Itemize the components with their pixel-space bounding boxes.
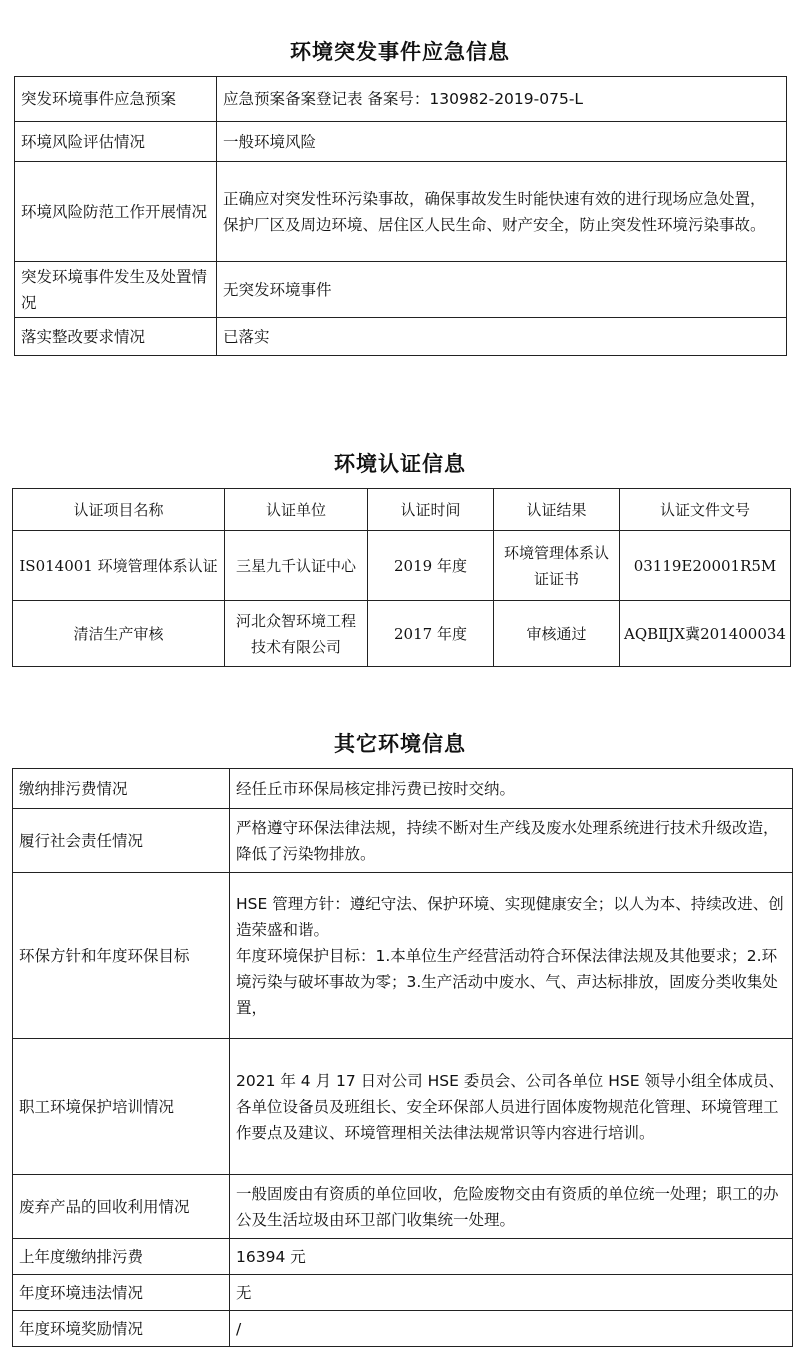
- table-row: [15, 122, 787, 162]
- header-cell: 认证文件文号: [620, 489, 791, 531]
- certification-table: [12, 488, 791, 667]
- row-label: 年度环境违法情况: [13, 1275, 230, 1311]
- table-row: [13, 531, 791, 601]
- section-title-emergency: 环境突发事件应急信息: [290, 40, 510, 64]
- table-cell: 三星九千认证中心: [225, 531, 368, 601]
- header-cell: 认证项目名称: [13, 489, 225, 531]
- table-row: [13, 809, 793, 873]
- row-label: 环境风险评估情况: [15, 122, 217, 162]
- row-label: 履行社会责任情况: [13, 809, 230, 873]
- table-cell: 审核通过: [494, 601, 620, 667]
- row-value: 一般固废由有资质的单位回收，危险废物交由有资质的单位统一处理；职工的办公及生活垃圾由环卫部门收集统一处理。: [230, 1175, 793, 1239]
- header-cell: 认证结果: [494, 489, 620, 531]
- row-label: 突发环境事件发生及处置情况: [15, 262, 217, 318]
- table-row: [13, 1175, 793, 1239]
- table-cell: IS014001 环境管理体系认证: [13, 531, 225, 601]
- row-value: 2021 年 4 月 17 日对公司 HSE 委员会、公司各单位 HSE 领导小组全体成员、各单位设备员及班组长、安全环保部人员进行固体废物规范化管理、环境管理工作要点及建议、环境管理相关法律法规常识等内容进行培训。: [230, 1039, 793, 1175]
- table-row: [13, 1239, 793, 1275]
- row-label: 缴纳排污费情况: [13, 769, 230, 809]
- table-row: [13, 769, 793, 809]
- table-row: [15, 262, 787, 318]
- table-row: [15, 318, 787, 356]
- emergency-info-table: [14, 76, 787, 356]
- row-label: 环境风险防范工作开展情况: [15, 162, 217, 262]
- row-value: 一般环境风险: [217, 122, 787, 162]
- table-cell: 03119E20001R5M: [620, 531, 791, 601]
- row-label: 上年度缴纳排污费: [13, 1239, 230, 1275]
- other-info-table: [12, 768, 793, 1347]
- table-row: [13, 601, 791, 667]
- row-label: 职工环境保护培训情况: [13, 1039, 230, 1175]
- table-cell: AQBⅡJX冀201400034: [620, 601, 791, 667]
- table-header-row: [13, 489, 791, 531]
- table-row: [15, 77, 787, 122]
- row-label: 环保方针和年度环保目标: [13, 873, 230, 1039]
- header-cell: 认证时间: [368, 489, 494, 531]
- row-value: HSE 管理方针：遵纪守法、保护环境、实现健康安全；以人为本、持续改进、创造荣盛和谐。 年度环境保护目标：1.本单位生产经营活动符合环保法律法规及其他要求；2.环境污染与破坏事故为零；3.生产活动中废水、气、声达标排放，固废分类收集处置，: [230, 873, 793, 1039]
- row-value: 严格遵守环保法律法规，持续不断对生产线及废水处理系统进行技术升级改造，降低了污染物排放。: [230, 809, 793, 873]
- table-row: [13, 1311, 793, 1347]
- table-cell: 清洁生产审核: [13, 601, 225, 667]
- header-cell: 认证单位: [225, 489, 368, 531]
- section-title-other: 其它环境信息: [334, 732, 466, 756]
- row-value: 经任丘市环保局核定排污费已按时交纳。: [230, 769, 793, 809]
- row-value: /: [230, 1311, 793, 1347]
- row-label: 废弃产品的回收利用情况: [13, 1175, 230, 1239]
- row-value: 已落实: [217, 318, 787, 356]
- row-value: 无突发环境事件: [217, 262, 787, 318]
- row-label: 年度环境奖励情况: [13, 1311, 230, 1347]
- section-title-certification: 环境认证信息: [334, 452, 466, 476]
- row-value: 应急预案备案登记表 备案号：130982-2019-075-L: [217, 77, 787, 122]
- table-cell: 河北众智环境工程技术有限公司: [225, 601, 368, 667]
- table-cell: 2017 年度: [368, 601, 494, 667]
- table-row: [13, 873, 793, 1039]
- table-row: [13, 1275, 793, 1311]
- row-label: 突发环境事件应急预案: [15, 77, 217, 122]
- table-cell: 环境管理体系认证证书: [494, 531, 620, 601]
- row-value: 无: [230, 1275, 793, 1311]
- row-value: 正确应对突发性环污染事故，确保事故发生时能快速有效的进行现场应急处置，保护厂区及周边环境、居住区人民生命、财产安全，防止突发性环境污染事故。: [217, 162, 787, 262]
- row-value: 16394 元: [230, 1239, 793, 1275]
- table-row: [13, 1039, 793, 1175]
- row-label: 落实整改要求情况: [15, 318, 217, 356]
- table-cell: 2019 年度: [368, 531, 494, 601]
- table-row: [15, 162, 787, 262]
